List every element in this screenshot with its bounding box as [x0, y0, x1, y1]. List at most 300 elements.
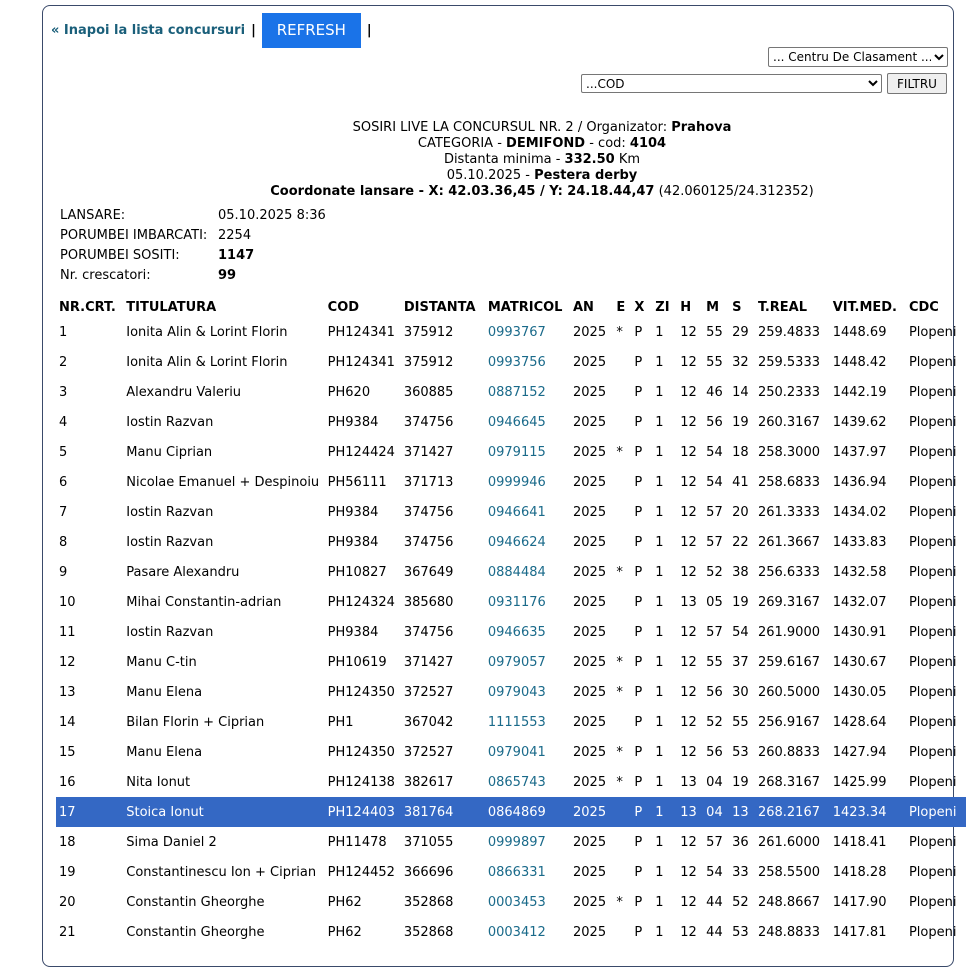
table-cell-vitmed: 1437.97	[832, 444, 887, 460]
table-cell-cdc: Plopeni	[908, 594, 957, 610]
table-cell-matricol[interactable]: 0946624	[487, 534, 546, 550]
table-row[interactable]	[56, 647, 966, 677]
table-cell-zi: 1	[655, 834, 664, 850]
table-cell-matricol[interactable]: 0979057	[487, 654, 546, 670]
table-cell-titulatura: Manu Elena	[126, 684, 203, 700]
table-cell-zi: 1	[655, 654, 664, 670]
table-cell-matricol[interactable]: 0931176	[487, 594, 546, 610]
table-cell-titulatura: Nicolae Emanuel + Despinoiu	[126, 474, 320, 490]
table-cell-distanta: 360885	[403, 384, 454, 400]
table-row[interactable]	[56, 347, 966, 377]
table-cell-cdc: Plopeni	[908, 744, 957, 760]
column-header: CDC	[908, 299, 939, 315]
table-cell-nrcrt: 5	[59, 444, 68, 460]
table-cell-h: 12	[680, 864, 697, 880]
table-cell-cdc: Plopeni	[908, 864, 957, 880]
table-cell-s: 38	[732, 564, 749, 580]
table-cell-m: 52	[706, 714, 723, 730]
table-cell-nrcrt: 18	[59, 834, 76, 850]
table-cell-zi: 1	[652, 797, 677, 827]
table-cell-x: P	[634, 684, 643, 700]
table-cell-e	[613, 857, 631, 887]
table-cell-h: 12	[680, 474, 697, 490]
table-cell-distanta: 371713	[403, 474, 454, 490]
table-cell-cdc: Plopeni	[908, 444, 957, 460]
table-cell-zi: 1	[655, 774, 664, 790]
table-cell-titulatura: Iostin Razvan	[126, 414, 214, 430]
table-cell-nrcrt: 15	[59, 744, 76, 760]
table-cell-an: 2025	[573, 384, 607, 400]
table-cell-an: 2025	[573, 444, 607, 460]
table-cell-s: 30	[732, 684, 749, 700]
table-cell-treal: 260.3167	[757, 414, 820, 430]
table-cell-titulatura: Sima Daniel 2	[126, 834, 217, 850]
table-cell-matricol[interactable]: 0993756	[487, 354, 546, 370]
table-cell-e: *	[616, 564, 623, 580]
table-cell-cod: PH11478	[327, 834, 387, 850]
table-row[interactable]	[56, 827, 966, 857]
stat-label: Nr. crescatori:	[60, 268, 151, 283]
table-cell-an: 2025	[573, 684, 607, 700]
table-cell-nrcrt: 14	[59, 714, 76, 730]
table-cell-an: 2025	[570, 797, 613, 827]
table-cell-m: 55	[706, 654, 723, 670]
table-cell-treal: 259.4833	[757, 324, 820, 340]
table-cell-s: 41	[732, 474, 749, 490]
column-header: AN	[573, 299, 594, 315]
table-cell-treal: 260.5000	[757, 684, 820, 700]
table-cell-nrcrt: 1	[59, 324, 68, 340]
table-cell-s: 14	[732, 384, 749, 400]
table-cell-vitmed: 1433.83	[832, 534, 887, 550]
table-cell-treal: 261.9000	[757, 624, 820, 640]
table-cell-cod: PH124324	[327, 594, 395, 610]
table-cell-s: 13	[729, 797, 755, 827]
stat-value: 1147	[218, 248, 255, 263]
table-cell-matricol[interactable]: 0003412	[487, 924, 546, 940]
table-cell-cdc: Plopeni	[908, 324, 957, 340]
table-cell-h: 12	[680, 414, 697, 430]
table-cell-zi: 1	[655, 324, 664, 340]
table-cell-matricol[interactable]: 0864869	[485, 797, 570, 827]
table-cell-s: 20	[732, 504, 749, 520]
table-cell-cod: PH124350	[327, 744, 395, 760]
table-row[interactable]	[56, 917, 966, 947]
table-cell-titulatura: Alexandru Valeriu	[126, 384, 242, 400]
table-cell-matricol[interactable]: 0866331	[487, 864, 546, 880]
column-header: ZI	[655, 299, 670, 315]
table-cell-treal: 268.3167	[757, 774, 820, 790]
table-cell-an: 2025	[573, 864, 607, 880]
column-header: H	[680, 299, 692, 315]
table-row[interactable]	[56, 707, 966, 737]
table-cell-matricol[interactable]: 0946645	[487, 414, 546, 430]
table-cell-cod: PH9384	[327, 504, 379, 520]
table-cell-treal: 260.8833	[757, 744, 820, 760]
table-cell-e	[613, 497, 631, 527]
table-cell-cod: PH124424	[327, 444, 395, 460]
filter-button[interactable]: FILTRU	[887, 73, 947, 94]
table-cell-vitmed: 1425.99	[832, 774, 887, 790]
separator: |	[366, 22, 372, 38]
table-cell-titulatura: Constantin Gheorghe	[126, 894, 265, 910]
table-cell-s: 53	[732, 744, 749, 760]
table-cell-s: 55	[732, 714, 749, 730]
table-cell-nrcrt: 3	[59, 384, 68, 400]
table-cell-titulatura: Iostin Razvan	[126, 534, 214, 550]
table-cell-m: 56	[706, 414, 723, 430]
table-cell-e	[613, 587, 631, 617]
table-cell-cod: PH124403	[325, 797, 401, 827]
table-cell-zi: 1	[655, 354, 664, 370]
column-header: T.REAL	[757, 299, 808, 315]
table-cell-h: 12	[680, 354, 697, 370]
table-cell-m: 56	[706, 744, 723, 760]
table-cell-zi: 1	[655, 714, 664, 730]
stat-label: PORUMBEI SOSITI:	[60, 248, 180, 263]
table-cell-an: 2025	[573, 834, 607, 850]
table-cell-an: 2025	[573, 324, 607, 340]
table-cell-nrcrt: 21	[59, 924, 76, 940]
table-cell-an: 2025	[573, 354, 607, 370]
table-cell-h: 12	[680, 834, 697, 850]
table-cell-s: 19	[732, 414, 749, 430]
header-line: SOSIRI LIVE LA CONCURSUL NR. 2 / Organizator:	[352, 120, 672, 135]
table-cell-e	[613, 797, 631, 827]
table-cell-treal: 259.5333	[757, 354, 820, 370]
table-cell-m: 57	[706, 534, 723, 550]
table-row[interactable]	[56, 737, 966, 767]
table-cell-matricol[interactable]: 0946635	[487, 624, 546, 640]
min-distance: 332.50	[564, 152, 615, 167]
table-cell-vitmed: 1423.34	[830, 797, 906, 827]
table-cell-s: 19	[732, 774, 749, 790]
table-row[interactable]	[56, 677, 966, 707]
header-line: 05.10.2025 -	[446, 168, 535, 183]
table-cell-titulatura: Constantinescu Ion + Ciprian	[126, 864, 317, 880]
column-header: DISTANTA	[403, 299, 476, 315]
table-cell-titulatura: Ionita Alin & Lorint Florin	[126, 324, 288, 340]
table-cell-m: 46	[706, 384, 723, 400]
contest-header	[42, 120, 966, 200]
release-location: Pestera derby	[534, 168, 638, 183]
table-cell-cod: PH124452	[327, 864, 395, 880]
table-cell-matricol[interactable]: 0003453	[487, 894, 546, 910]
table-cell-x: P	[634, 384, 643, 400]
table-cell-an: 2025	[573, 414, 607, 430]
table-cell-an: 2025	[573, 744, 607, 760]
table-row[interactable]	[56, 527, 966, 557]
table-cell-distanta: 374756	[403, 534, 454, 550]
table-cell-matricol[interactable]: 0979043	[487, 684, 546, 700]
stat-value: 05.10.2025 8:36	[218, 208, 326, 223]
table-cell-nrcrt: 11	[59, 624, 76, 640]
table-row[interactable]	[56, 857, 966, 887]
table-cell-h: 13	[680, 594, 697, 610]
table-cell-s: 53	[732, 924, 749, 940]
table-cell-cod: PH62	[327, 894, 362, 910]
table-cell-h: 12	[680, 564, 697, 580]
table-cell-cod: PH124350	[327, 684, 395, 700]
table-cell-e: *	[616, 654, 623, 670]
table-cell-cod: PH9384	[327, 534, 379, 550]
table-cell-h: 12	[680, 744, 697, 760]
table-cell-zi: 1	[655, 744, 664, 760]
table-cell-e	[613, 707, 631, 737]
table-cell-zi: 1	[655, 444, 664, 460]
table-cell-cod: PH1	[327, 714, 354, 730]
table-cell-e: *	[616, 324, 623, 340]
stat-value: 99	[218, 268, 237, 283]
table-cell-treal: 258.6833	[757, 474, 820, 490]
column-header: X	[634, 299, 645, 315]
table-cell-e	[613, 527, 631, 557]
table-cell-zi: 1	[655, 894, 664, 910]
table-row[interactable]	[56, 587, 966, 617]
column-header: MATRICOL	[487, 299, 563, 315]
table-cell-cod: PH124341	[327, 354, 395, 370]
table-cell-distanta: 352868	[403, 894, 454, 910]
header-line: - cod:	[585, 136, 630, 151]
table-cell-h: 12	[680, 714, 697, 730]
table-cell-x: P	[634, 474, 643, 490]
table-cell-distanta: 385680	[403, 594, 454, 610]
table-cell-x: P	[634, 924, 643, 940]
table-cell-x: P	[634, 354, 643, 370]
table-cell-h: 12	[680, 924, 697, 940]
table-cell-s: 37	[732, 654, 749, 670]
table-cell-e: *	[616, 774, 623, 790]
table-cell-vitmed: 1417.90	[832, 894, 887, 910]
table-cell-titulatura: Bilan Florin + Ciprian	[126, 714, 265, 730]
table-cell-s: 29	[732, 324, 749, 340]
table-cell-m: 44	[706, 894, 723, 910]
table-cell-cdc: Plopeni	[908, 624, 957, 640]
table-row[interactable]	[56, 437, 966, 467]
table-cell-h: 12	[680, 654, 697, 670]
table-cell-an: 2025	[573, 474, 607, 490]
table-cell-x: P	[634, 624, 643, 640]
table-cell-e	[613, 407, 631, 437]
table-cell-s: 52	[732, 894, 749, 910]
table-cell-cod: PH9384	[327, 414, 379, 430]
table-cell-nrcrt: 17	[56, 797, 123, 827]
table-cell-m: 54	[706, 474, 723, 490]
table-cell-vitmed: 1448.42	[832, 354, 887, 370]
table-cell-titulatura: Manu C-tin	[126, 654, 197, 670]
back-to-contests-link[interactable]: « Inapoi la lista concursuri	[51, 22, 246, 38]
table-cell-cdc: Plopeni	[906, 797, 966, 827]
table-cell-m: 54	[706, 864, 723, 880]
table-cell-cdc: Plopeni	[908, 834, 957, 850]
table-cell-matricol[interactable]: 0887152	[487, 384, 546, 400]
table-cell-m: 05	[706, 594, 723, 610]
table-cell-x: P	[634, 594, 643, 610]
table-cell-titulatura: Nita Ionut	[126, 774, 191, 790]
table-cell-s: 22	[732, 534, 749, 550]
table-row[interactable]	[56, 317, 966, 347]
table-cell-h: 12	[680, 324, 697, 340]
table-cell-m: 57	[706, 834, 723, 850]
table-cell-cdc: Plopeni	[908, 774, 957, 790]
table-cell-matricol[interactable]: 0884484	[487, 564, 546, 580]
table-row[interactable]	[56, 497, 966, 527]
table-cell-an: 2025	[573, 894, 607, 910]
table-cell-matricol[interactable]: 0993767	[487, 324, 546, 340]
table-cell-distanta: 381764	[401, 797, 485, 827]
table-cell-nrcrt: 2	[59, 354, 68, 370]
table-row[interactable]	[56, 407, 966, 437]
table-cell-x: P	[634, 864, 643, 880]
table-cell-x: P	[634, 444, 643, 460]
table-cell-cdc: Plopeni	[908, 504, 957, 520]
table-cell-vitmed: 1434.02	[832, 504, 887, 520]
table-cell-titulatura: Manu Elena	[126, 744, 203, 760]
table-cell-e	[613, 377, 631, 407]
table-cell-cdc: Plopeni	[908, 474, 957, 490]
table-cell-treal: 261.3667	[757, 534, 820, 550]
table-cell-cdc: Plopeni	[908, 534, 957, 550]
table-cell-nrcrt: 10	[59, 594, 76, 610]
table-cell-vitmed: 1442.19	[832, 384, 887, 400]
table-cell-vitmed: 1430.05	[832, 684, 887, 700]
table-cell-vitmed: 1436.94	[832, 474, 887, 490]
table-cell-s: 33	[732, 864, 749, 880]
table-cell-cdc: Plopeni	[908, 414, 957, 430]
table-cell-zi: 1	[655, 534, 664, 550]
ranking-center-select[interactable]	[768, 47, 948, 67]
column-header: S	[732, 299, 742, 315]
table-cell-m: 55	[706, 354, 723, 370]
table-cell-distanta: 371427	[403, 654, 454, 670]
table-cell-nrcrt: 8	[59, 534, 68, 550]
code-select[interactable]	[581, 74, 882, 93]
table-cell-treal: 250.2333	[757, 384, 820, 400]
table-cell-distanta: 375912	[403, 354, 454, 370]
table-cell-cod: PH124341	[327, 324, 395, 340]
table-row[interactable]	[56, 467, 966, 497]
table-header-row	[56, 297, 966, 317]
table-cell-vitmed: 1418.28	[832, 864, 887, 880]
table-cell-vitmed: 1417.81	[832, 924, 887, 940]
table-cell-an: 2025	[573, 564, 607, 580]
separator: |	[251, 22, 256, 38]
category-code: 4104	[629, 136, 667, 151]
refresh-button[interactable]: REFRESH	[262, 13, 361, 48]
table-cell-treal: 261.6000	[757, 834, 820, 850]
table-cell-treal: 256.9167	[757, 714, 820, 730]
table-cell-distanta: 371427	[403, 444, 454, 460]
table-cell-nrcrt: 6	[59, 474, 68, 490]
table-row[interactable]	[56, 617, 966, 647]
table-cell-distanta: 372527	[403, 684, 454, 700]
table-cell-s: 32	[732, 354, 749, 370]
table-row[interactable]	[56, 767, 966, 797]
release-coordinates-decimal: (42.060125/24.312352)	[654, 184, 814, 199]
table-cell-h: 12	[680, 384, 697, 400]
table-cell-nrcrt: 16	[59, 774, 76, 790]
column-header: TITULATURA	[126, 299, 217, 315]
table-cell-titulatura: Pasare Alexandru	[126, 564, 240, 580]
table-cell-m: 57	[706, 624, 723, 640]
table-cell-h: 13	[680, 774, 697, 790]
table-cell-x: P	[634, 414, 643, 430]
table-cell-x: P	[634, 714, 643, 730]
table-cell-distanta: 366696	[403, 864, 454, 880]
table-cell-h: 13	[677, 797, 703, 827]
table-cell-h: 12	[680, 534, 697, 550]
table-cell-nrcrt: 4	[59, 414, 68, 430]
table-cell-an: 2025	[573, 774, 607, 790]
table-cell-zi: 1	[655, 864, 664, 880]
table-row[interactable]	[56, 557, 966, 587]
table-cell-cdc: Plopeni	[908, 354, 957, 370]
table-cell-matricol[interactable]: 0865743	[487, 774, 546, 790]
table-cell-distanta: 374756	[403, 504, 454, 520]
table-cell-zi: 1	[655, 504, 664, 520]
table-cell-nrcrt: 13	[59, 684, 76, 700]
table-cell-matricol[interactable]: 0979041	[487, 744, 546, 760]
table-cell-h: 12	[680, 894, 697, 910]
stat-label: LANSARE:	[60, 208, 126, 223]
table-cell-zi: 1	[655, 414, 664, 430]
table-cell-x: P	[634, 774, 643, 790]
table-cell-nrcrt: 20	[59, 894, 76, 910]
table-cell-m: 04	[703, 797, 729, 827]
table-cell-matricol[interactable]: 1111553	[487, 714, 546, 730]
table-cell-distanta: 374756	[403, 624, 454, 640]
table-cell-matricol[interactable]: 0946641	[487, 504, 546, 520]
column-header: M	[706, 299, 720, 315]
table-cell-distanta: 382617	[403, 774, 454, 790]
table-cell-matricol[interactable]: 0979115	[487, 444, 546, 460]
table-cell-m: 52	[706, 564, 723, 580]
table-cell-an: 2025	[573, 714, 607, 730]
distance-unit: Km	[614, 152, 641, 167]
table-cell-cdc: Plopeni	[908, 714, 957, 730]
table-cell-titulatura: Ionita Alin & Lorint Florin	[126, 354, 288, 370]
table-cell-matricol[interactable]: 0999946	[487, 474, 546, 490]
table-cell-matricol[interactable]: 0999897	[487, 834, 546, 850]
table-cell-an: 2025	[573, 594, 607, 610]
table-cell-h: 12	[680, 684, 697, 700]
table-cell-distanta: 367042	[403, 714, 454, 730]
table-cell-treal: 268.2167	[755, 797, 830, 827]
table-cell-e: *	[616, 444, 623, 460]
table-cell-zi: 1	[655, 564, 664, 580]
table-cell-cod: PH9384	[327, 624, 379, 640]
table-cell-zi: 1	[655, 474, 664, 490]
contest-stats	[60, 206, 326, 286]
table-cell-cdc: Plopeni	[908, 894, 957, 910]
header-line: Distanta minima -	[443, 152, 565, 167]
table-row[interactable]	[56, 377, 966, 407]
table-cell-cdc: Plopeni	[908, 384, 957, 400]
table-row[interactable]	[56, 887, 966, 917]
table-cell-m: 55	[706, 324, 723, 340]
column-header: VIT.MED.	[832, 299, 897, 315]
table-cell-x: P	[631, 797, 652, 827]
column-header: COD	[327, 299, 360, 315]
table-cell-m: 04	[706, 774, 723, 790]
table-cell-an: 2025	[573, 624, 607, 640]
table-cell-vitmed: 1418.41	[832, 834, 887, 850]
table-cell-cdc: Plopeni	[908, 684, 957, 700]
table-row[interactable]	[56, 797, 966, 827]
table-cell-m: 54	[706, 444, 723, 460]
stat-label: PORUMBEI IMBARCATI:	[60, 228, 208, 243]
table-cell-treal: 248.8833	[757, 924, 820, 940]
